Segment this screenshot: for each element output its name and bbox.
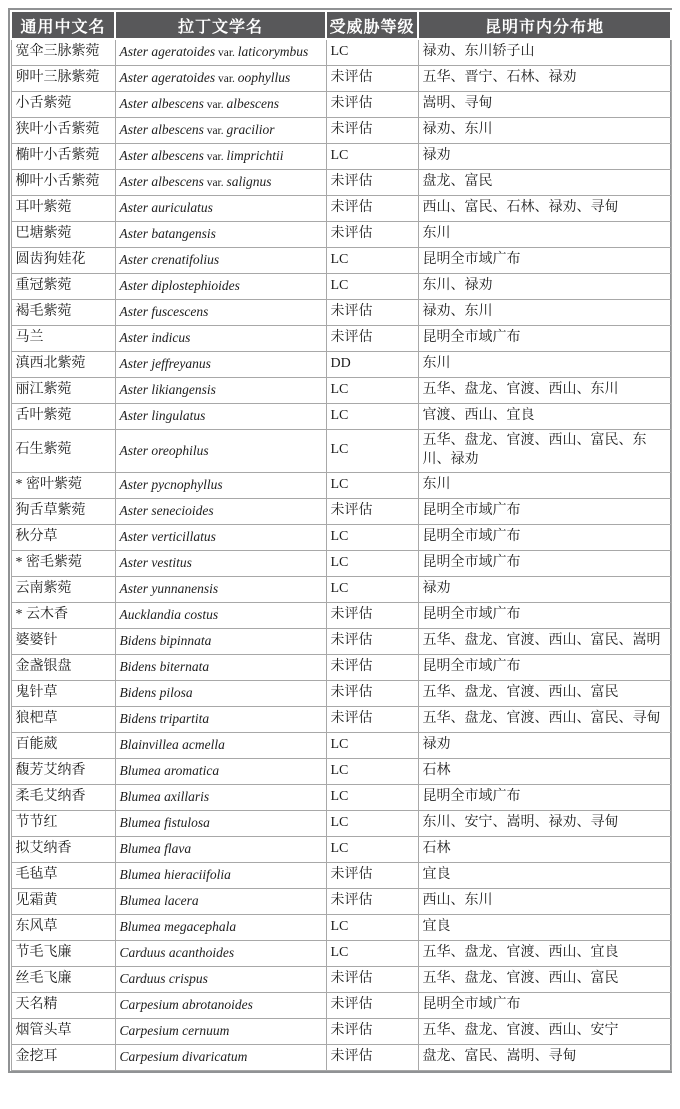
cell-threat-status: 未评估 [326,300,418,326]
cell-latin-name: Bidens biternata [115,654,326,680]
cell-distribution: 西山、东川 [418,888,671,914]
cell-threat-status: LC [326,810,418,836]
cell-chinese-name: 卵叶三脉紫菀 [11,66,115,92]
cell-chinese-name: 婆婆针 [11,628,115,654]
cell-threat-status: 未评估 [326,498,418,524]
cell-threat-status: LC [326,248,418,274]
cell-chinese-name: 狭叶小舌紫菀 [11,118,115,144]
cell-distribution: 昆明全市域广布 [418,498,671,524]
cell-latin-name: Blumea megacephala [115,914,326,940]
cell-chinese-name: 宽伞三脉紫菀 [11,39,115,66]
cell-latin-name: Aster crenatifolius [115,248,326,274]
cell-distribution: 官渡、西山、宜良 [418,404,671,430]
table-row [11,196,671,222]
cell-distribution: 石林 [418,758,671,784]
cell-chinese-name: * 密叶紫菀 [11,472,115,498]
cell-latin-name: Aster albescens var. limprichtii [115,144,326,170]
cell-threat-status: LC [326,378,418,404]
cell-threat-status: 未评估 [326,170,418,196]
cell-threat-status: 未评估 [326,1018,418,1044]
cell-latin-name: Aster batangensis [115,222,326,248]
cell-threat-status: LC [326,784,418,810]
cell-distribution: 禄劝、东川轿子山 [418,39,671,66]
cell-threat-status: 未评估 [326,222,418,248]
cell-latin-name: Blumea fistulosa [115,810,326,836]
cell-chinese-name: * 密毛紫菀 [11,550,115,576]
table-row [11,274,671,300]
cell-distribution: 五华、盘龙、官渡、西山、富民、寻甸 [418,706,671,732]
cell-distribution: 五华、盘龙、官渡、西山、宜良 [418,940,671,966]
table-row [11,654,671,680]
cell-latin-name: Aster albescens var. gracilior [115,118,326,144]
cell-latin-name: Aster jeffreyanus [115,352,326,378]
cell-latin-name: Aster oreophilus [115,430,326,473]
table-row [11,940,671,966]
cell-chinese-name: 百能葳 [11,732,115,758]
cell-latin-name: Aster likiangensis [115,378,326,404]
cell-chinese-name: 节毛飞廉 [11,940,115,966]
cell-distribution: 东川、禄劝 [418,274,671,300]
cell-chinese-name: 秋分草 [11,524,115,550]
table-row [11,836,671,862]
table-row [11,39,671,66]
cell-distribution: 昆明全市域广布 [418,602,671,628]
table-row [11,758,671,784]
cell-threat-status: LC [326,940,418,966]
cell-threat-status: 未评估 [326,992,418,1018]
cell-latin-name: Aster albescens var. albescens [115,92,326,118]
cell-latin-name: Aster indicus [115,326,326,352]
cell-chinese-name: 丽江紫菀 [11,378,115,404]
cell-latin-name: Blumea hieraciifolia [115,862,326,888]
cell-threat-status: LC [326,914,418,940]
cell-chinese-name: 椭叶小舌紫菀 [11,144,115,170]
table-row [11,326,671,352]
cell-chinese-name: 云南紫菀 [11,576,115,602]
cell-chinese-name: 毛毡草 [11,862,115,888]
cell-threat-status: LC [326,144,418,170]
cell-threat-status: LC [326,274,418,300]
table-row [11,992,671,1018]
cell-chinese-name: 重冠紫菀 [11,274,115,300]
cell-threat-status: 未评估 [326,628,418,654]
cell-latin-name: Blumea flava [115,836,326,862]
cell-chinese-name: 馥芳艾纳香 [11,758,115,784]
table-row [11,706,671,732]
cell-chinese-name: 拟艾纳香 [11,836,115,862]
cell-latin-name: Aster auriculatus [115,196,326,222]
cell-chinese-name: * 云木香 [11,602,115,628]
cell-latin-name: Aster senecioides [115,498,326,524]
cell-threat-status: LC [326,404,418,430]
table-row [11,550,671,576]
table-row [11,784,671,810]
cell-chinese-name: 节节红 [11,810,115,836]
table-row [11,472,671,498]
cell-chinese-name: 圆齿狗娃花 [11,248,115,274]
cell-distribution: 五华、盘龙、官渡、西山、富民、东川、禄劝 [418,430,671,473]
cell-distribution: 五华、盘龙、官渡、西山、富民 [418,966,671,992]
cell-chinese-name: 柳叶小舌紫菀 [11,170,115,196]
cell-distribution: 五华、晋宁、石林、禄劝 [418,66,671,92]
table-row [11,170,671,196]
col-header-chinese-name: 通用中文名 [11,11,115,39]
table-row [11,524,671,550]
cell-latin-name: Carpesium cernuum [115,1018,326,1044]
cell-latin-name: Bidens pilosa [115,680,326,706]
cell-distribution: 盘龙、富民 [418,170,671,196]
cell-threat-status: 未评估 [326,706,418,732]
cell-threat-status: 未评估 [326,680,418,706]
cell-latin-name: Aster ageratoides var. laticorymbus [115,39,326,66]
cell-chinese-name: 滇西北紫菀 [11,352,115,378]
cell-distribution: 东川 [418,222,671,248]
cell-distribution: 东川 [418,472,671,498]
cell-distribution: 禄劝、东川 [418,300,671,326]
cell-threat-status: LC [326,39,418,66]
table-row [11,248,671,274]
table-row [11,680,671,706]
table-row [11,732,671,758]
cell-latin-name: Bidens tripartita [115,706,326,732]
cell-distribution: 宜良 [418,862,671,888]
cell-threat-status: 未评估 [326,1044,418,1070]
cell-latin-name: Aster diplostephioides [115,274,326,300]
cell-chinese-name: 耳叶紫菀 [11,196,115,222]
table-row [11,1018,671,1044]
cell-chinese-name: 狼杷草 [11,706,115,732]
cell-distribution: 禄劝 [418,144,671,170]
cell-threat-status: 未评估 [326,66,418,92]
cell-latin-name: Blumea axillaris [115,784,326,810]
cell-chinese-name: 石生紫菀 [11,430,115,473]
cell-distribution: 禄劝、东川 [418,118,671,144]
cell-distribution: 东川 [418,352,671,378]
cell-threat-status: LC [326,836,418,862]
cell-latin-name: Carduus acanthoides [115,940,326,966]
cell-distribution: 昆明全市域广布 [418,654,671,680]
cell-threat-status: LC [326,732,418,758]
cell-latin-name: Aster fuscescens [115,300,326,326]
cell-latin-name: Blumea lacera [115,888,326,914]
cell-distribution: 石林 [418,836,671,862]
cell-threat-status: LC [326,472,418,498]
cell-distribution: 禄劝 [418,576,671,602]
cell-threat-status: 未评估 [326,862,418,888]
cell-threat-status: 未评估 [326,602,418,628]
table-row [11,498,671,524]
col-header-threat-level: 受威胁等级 [326,11,418,39]
cell-threat-status: LC [326,550,418,576]
cell-distribution: 昆明全市域广布 [418,550,671,576]
cell-distribution: 东川、安宁、嵩明、禄劝、寻甸 [418,810,671,836]
cell-chinese-name: 狗舌草紫菀 [11,498,115,524]
cell-chinese-name: 柔毛艾纳香 [11,784,115,810]
cell-chinese-name: 马兰 [11,326,115,352]
cell-threat-status: 未评估 [326,888,418,914]
cell-chinese-name: 丝毛飞廉 [11,966,115,992]
cell-latin-name: Carpesium abrotanoides [115,992,326,1018]
species-table [8,8,672,1073]
cell-threat-status: 未评估 [326,196,418,222]
table-row [11,404,671,430]
table-row [11,222,671,248]
cell-latin-name: Carpesium divaricatum [115,1044,326,1070]
cell-threat-status: DD [326,352,418,378]
cell-latin-name: Carduus crispus [115,966,326,992]
cell-latin-name: Aster pycnophyllus [115,472,326,498]
cell-threat-status: 未评估 [326,92,418,118]
cell-threat-status: 未评估 [326,326,418,352]
cell-distribution: 盘龙、富民、嵩明、寻甸 [418,1044,671,1070]
cell-distribution: 禄劝 [418,732,671,758]
table-row [11,862,671,888]
cell-latin-name: Aster ageratoides var. oophyllus [115,66,326,92]
table-row [11,378,671,404]
cell-threat-status: 未评估 [326,654,418,680]
cell-distribution: 五华、盘龙、官渡、西山、富民、嵩明 [418,628,671,654]
cell-distribution: 嵩明、寻甸 [418,92,671,118]
cell-distribution: 五华、盘龙、官渡、西山、富民 [418,680,671,706]
cell-distribution: 宜良 [418,914,671,940]
cell-chinese-name: 见霜黄 [11,888,115,914]
cell-distribution: 五华、盘龙、官渡、西山、安宁 [418,1018,671,1044]
cell-chinese-name: 东风草 [11,914,115,940]
cell-distribution: 昆明全市域广布 [418,992,671,1018]
table-row [11,352,671,378]
cell-latin-name: Aster yunnanensis [115,576,326,602]
cell-threat-status: LC [326,430,418,473]
cell-distribution: 昆明全市域广布 [418,326,671,352]
cell-latin-name: Blainvillea acmella [115,732,326,758]
table-row [11,966,671,992]
cell-latin-name: Blumea aromatica [115,758,326,784]
table-row [11,810,671,836]
table-row [11,300,671,326]
cell-threat-status: LC [326,576,418,602]
cell-chinese-name: 烟管头草 [11,1018,115,1044]
cell-latin-name: Aster albescens var. salignus [115,170,326,196]
cell-distribution: 五华、盘龙、官渡、西山、东川 [418,378,671,404]
cell-latin-name: Aucklandia costus [115,602,326,628]
table-row [11,66,671,92]
cell-latin-name: Aster lingulatus [115,404,326,430]
cell-chinese-name: 金盏银盘 [11,654,115,680]
cell-chinese-name: 小舌紫菀 [11,92,115,118]
cell-latin-name: Aster vestitus [115,550,326,576]
table-row [11,430,671,473]
cell-distribution: 昆明全市域广布 [418,784,671,810]
header-row [11,11,671,39]
table-row [11,1044,671,1070]
table-row [11,144,671,170]
cell-threat-status: LC [326,758,418,784]
species-table-grid [10,10,672,1071]
cell-chinese-name: 褐毛紫菀 [11,300,115,326]
table-row [11,92,671,118]
cell-threat-status: LC [326,524,418,550]
cell-latin-name: Aster verticillatus [115,524,326,550]
table-row [11,628,671,654]
cell-chinese-name: 金挖耳 [11,1044,115,1070]
cell-chinese-name: 鬼针草 [11,680,115,706]
cell-threat-status: 未评估 [326,966,418,992]
cell-distribution: 昆明全市域广布 [418,524,671,550]
col-header-latin-name: 拉丁文学名 [115,11,326,39]
table-body [11,39,671,1070]
table-row [11,576,671,602]
cell-threat-status: 未评估 [326,118,418,144]
table-row [11,602,671,628]
col-header-distribution: 昆明市内分布地 [418,11,671,39]
table-row [11,888,671,914]
cell-chinese-name: 巴塘紫菀 [11,222,115,248]
cell-chinese-name: 天名精 [11,992,115,1018]
table-row [11,914,671,940]
cell-distribution: 昆明全市域广布 [418,248,671,274]
table-row [11,118,671,144]
cell-distribution: 西山、富民、石林、禄劝、寻甸 [418,196,671,222]
cell-latin-name: Bidens bipinnata [115,628,326,654]
cell-chinese-name: 舌叶紫菀 [11,404,115,430]
